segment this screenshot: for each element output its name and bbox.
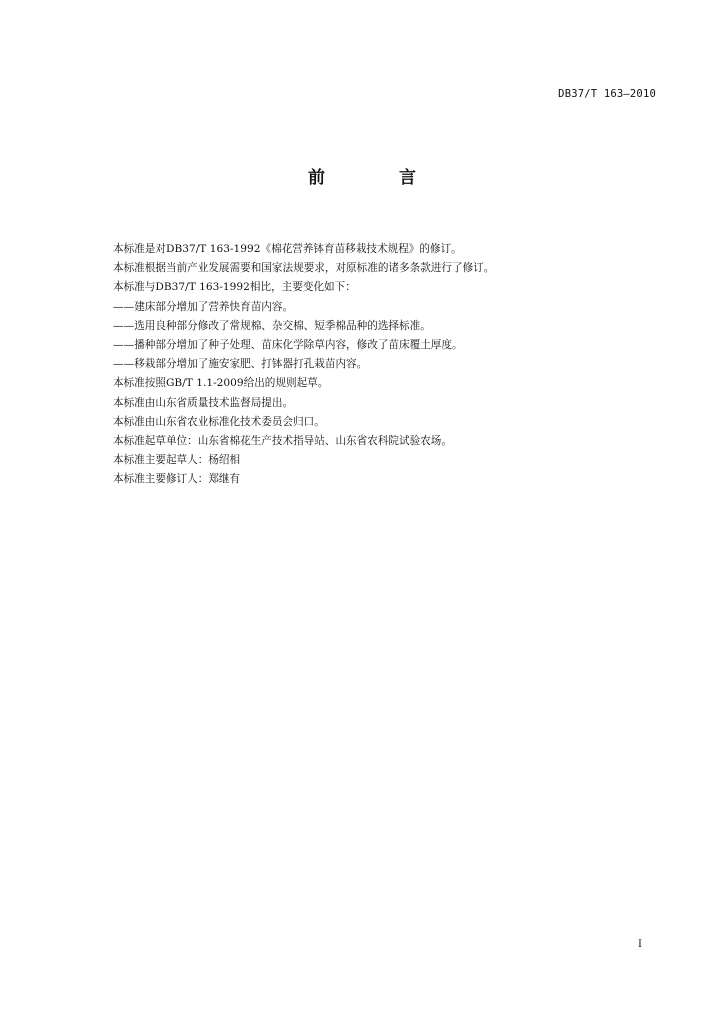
foreword-body bbox=[113, 240, 673, 489]
paragraph-line: ——选用良种部分修改了常规棉、杂交棉、短季棉品种的选择标准。 bbox=[113, 319, 431, 332]
paragraph-line: 本标准由山东省农业标准化技术委员会归口。 bbox=[113, 415, 325, 428]
page-number: I bbox=[638, 939, 642, 950]
page-title: 前 言 bbox=[308, 168, 450, 188]
paragraph-line: ——移栽部分增加了施安家肥、打钵器打孔栽苗内容。 bbox=[113, 358, 368, 371]
paragraph-line: 本标准是对DB37/T 163-1992《棉花营养钵育苗移栽技术规程》的修订。 bbox=[113, 243, 462, 255]
paragraph-line: 本标准按照GB/T 1.1-2009给出的规则起草。 bbox=[113, 377, 329, 390]
paragraph-line: ——建床部分增加了营养快育苗内容。 bbox=[113, 300, 294, 313]
paragraph-line: 本标准主要起草人：杨绍相 bbox=[113, 454, 241, 467]
paragraph-line: ——播种部分增加了种子处理、苗床化学除草内容，修改了苗床覆土厚度。 bbox=[113, 338, 463, 351]
paragraph-line: 本标准根据当前产业发展需要和国家法规要求，对原标准的诸多条款进行了修订。 bbox=[113, 262, 495, 275]
standard-code: DB37/T 163—2010 bbox=[558, 88, 656, 100]
paragraph-line: 本标准主要修订人：郑继有 bbox=[113, 473, 241, 486]
paragraph-line: 本标准起草单位：山东省棉花生产技术指导站、山东省农科院试验农场。 bbox=[113, 434, 452, 447]
paragraph-line: 本标准由山东省质量技术监督局提出。 bbox=[113, 396, 294, 409]
paragraph-line: 本标准与DB37/T 163-1992相比，主要变化如下： bbox=[113, 281, 356, 294]
